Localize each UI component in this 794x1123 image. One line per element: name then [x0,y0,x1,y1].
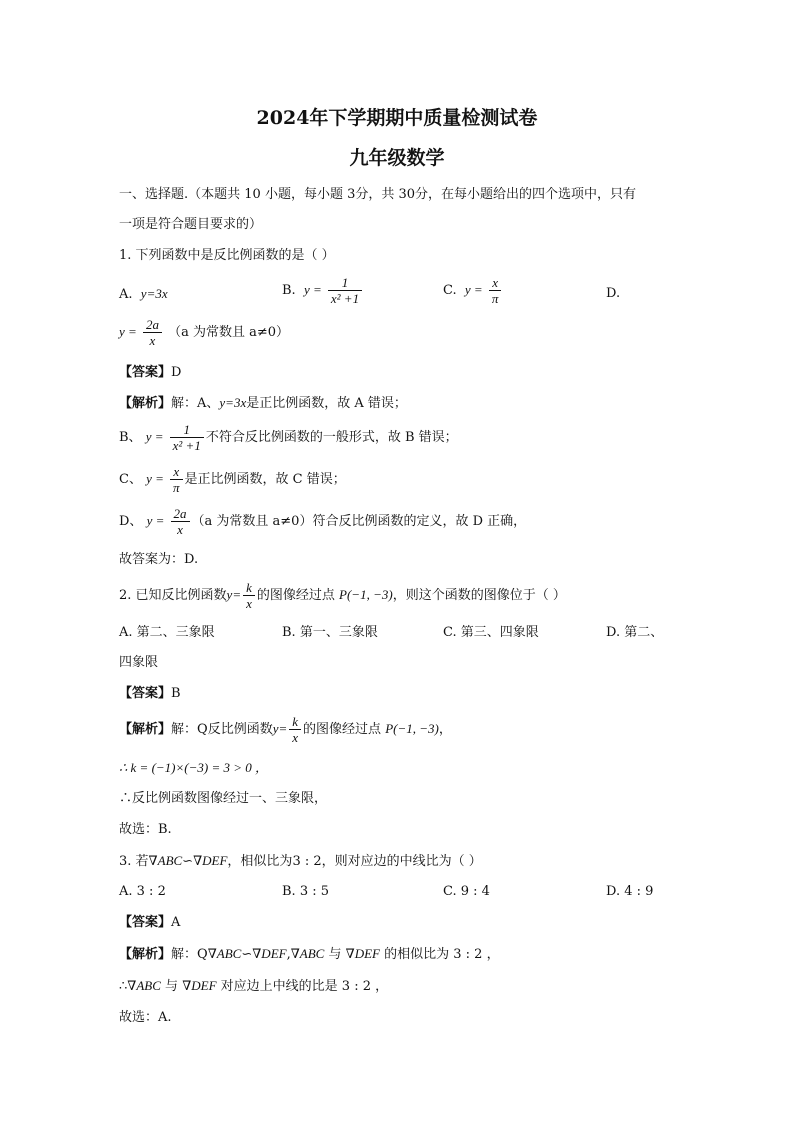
q2-answer: 【答案】B [119,686,181,701]
section-heading-line-2: 一项是符合题目要求的） [119,217,263,232]
q1-option-d-fraction: $\frac{2a}{x}$ [143,317,162,348]
q3-option-c: C. 9 : 4 [443,884,490,899]
q2-fraction: $\frac{k}{x}$ [243,580,255,611]
page-title: 2024年下学期期中质量检测试卷 [256,107,538,129]
q3-stem: 3. 若∇ABC∽∇DEF，相似比为3 : 2，则对应边的中线比为（ ） [119,853,482,869]
q3-option-a: A. 3 : 2 [119,884,166,899]
q1-option-d: y = $\frac{2a}{x}$ （a 为常数且 a≠0） [119,317,290,348]
q2-analysis-line-2: ∴ k = (−1)×(−3) = 3 > 0 ， [119,760,268,775]
q1-answer: 【答案】D [119,365,182,380]
q1-analysis-line-2: B、 y = $\frac{1}{\text{x² +1}}$ 不符合反比例函数的一般形式，故 B 错误； [119,422,458,453]
page-subtitle: 九年级数学 [349,147,445,169]
q1-analysis-line-1: 【解析】解：A、y=3x是正比例函数，故 A 错误； [119,395,407,411]
q1-conclusion: 故答案为：D. [119,552,199,567]
q2-analysis-line-1: 【解析】解：Q反比例函数y= $\frac{k}{x}$ 的图像经过点 P(−1, −3)， [119,714,452,745]
q2-option-a: A. 第二、三象限 [119,625,215,640]
q3-conclusion: 故选：A. [119,1010,172,1025]
q1-analysis-line-4: D、 y = $\frac{2a}{x}$ （a 为常数且 a≠0）符合反比例函数的定义，故 D 正确， [119,506,527,537]
q1-stem: 1. 下列函数中是反比例函数的是（ ） [119,248,335,263]
q2-stem: 2. 已知反比例函数y= $\frac{k}{x}$ 的图像经过点 P(−1, −3)，则这个函数的图像位于（ ） [119,580,566,611]
q1-option-a-expr: y=3x [140,286,168,301]
q3-answer: 【答案】A [119,915,181,930]
q2-option-d: D. 第二、 [606,625,664,640]
q3-option-d: D. 4 : 9 [606,884,654,899]
q1-option-c: C. y = $\frac{x}{\pi}$ [443,275,503,306]
q3-option-b: B. 3 : 5 [282,884,330,899]
q1-option-c-fraction: $\frac{x}{\pi}$ [489,275,502,306]
q1-option-d-label: D. [606,286,621,301]
q1-option-a: A. y=3x [119,286,168,302]
q2-option-d-continued: 四象限 [119,655,159,670]
q2-analysis-line-3: ∴反比例函数图像经过一、三象限， [119,791,328,806]
q2-option-c: C. 第三、四象限 [443,625,539,640]
q1-option-b: B. y = $\frac{1}{\text{x² +1}}$ [282,275,364,306]
q2-option-b: B. 第一、三象限 [282,625,378,640]
q1-option-b-fraction: $\frac{1}{\text{x² +1}}$ [328,275,362,306]
section-heading-line-1: 一、选择题.（本题共 10 小题，每小题 3分，共 30分，在每小题给出的四个选项中，只有 [119,187,637,202]
q1-analysis-line-3: C、 y = $\frac{x}{\pi}$ 是正比例函数，故 C 错误； [119,464,346,495]
q2-conclusion: 故选：B. [119,822,172,837]
q3-analysis-line-1: 【解析】解：Q∇ABC∽∇DEF,∇ABC 与 ∇DEF 的相似比为 3 : 2 ， [119,946,500,962]
q3-analysis-line-2: ∴∇ABC 与 ∇DEF 对应边上中线的比是 3 : 2 ， [119,978,389,994]
